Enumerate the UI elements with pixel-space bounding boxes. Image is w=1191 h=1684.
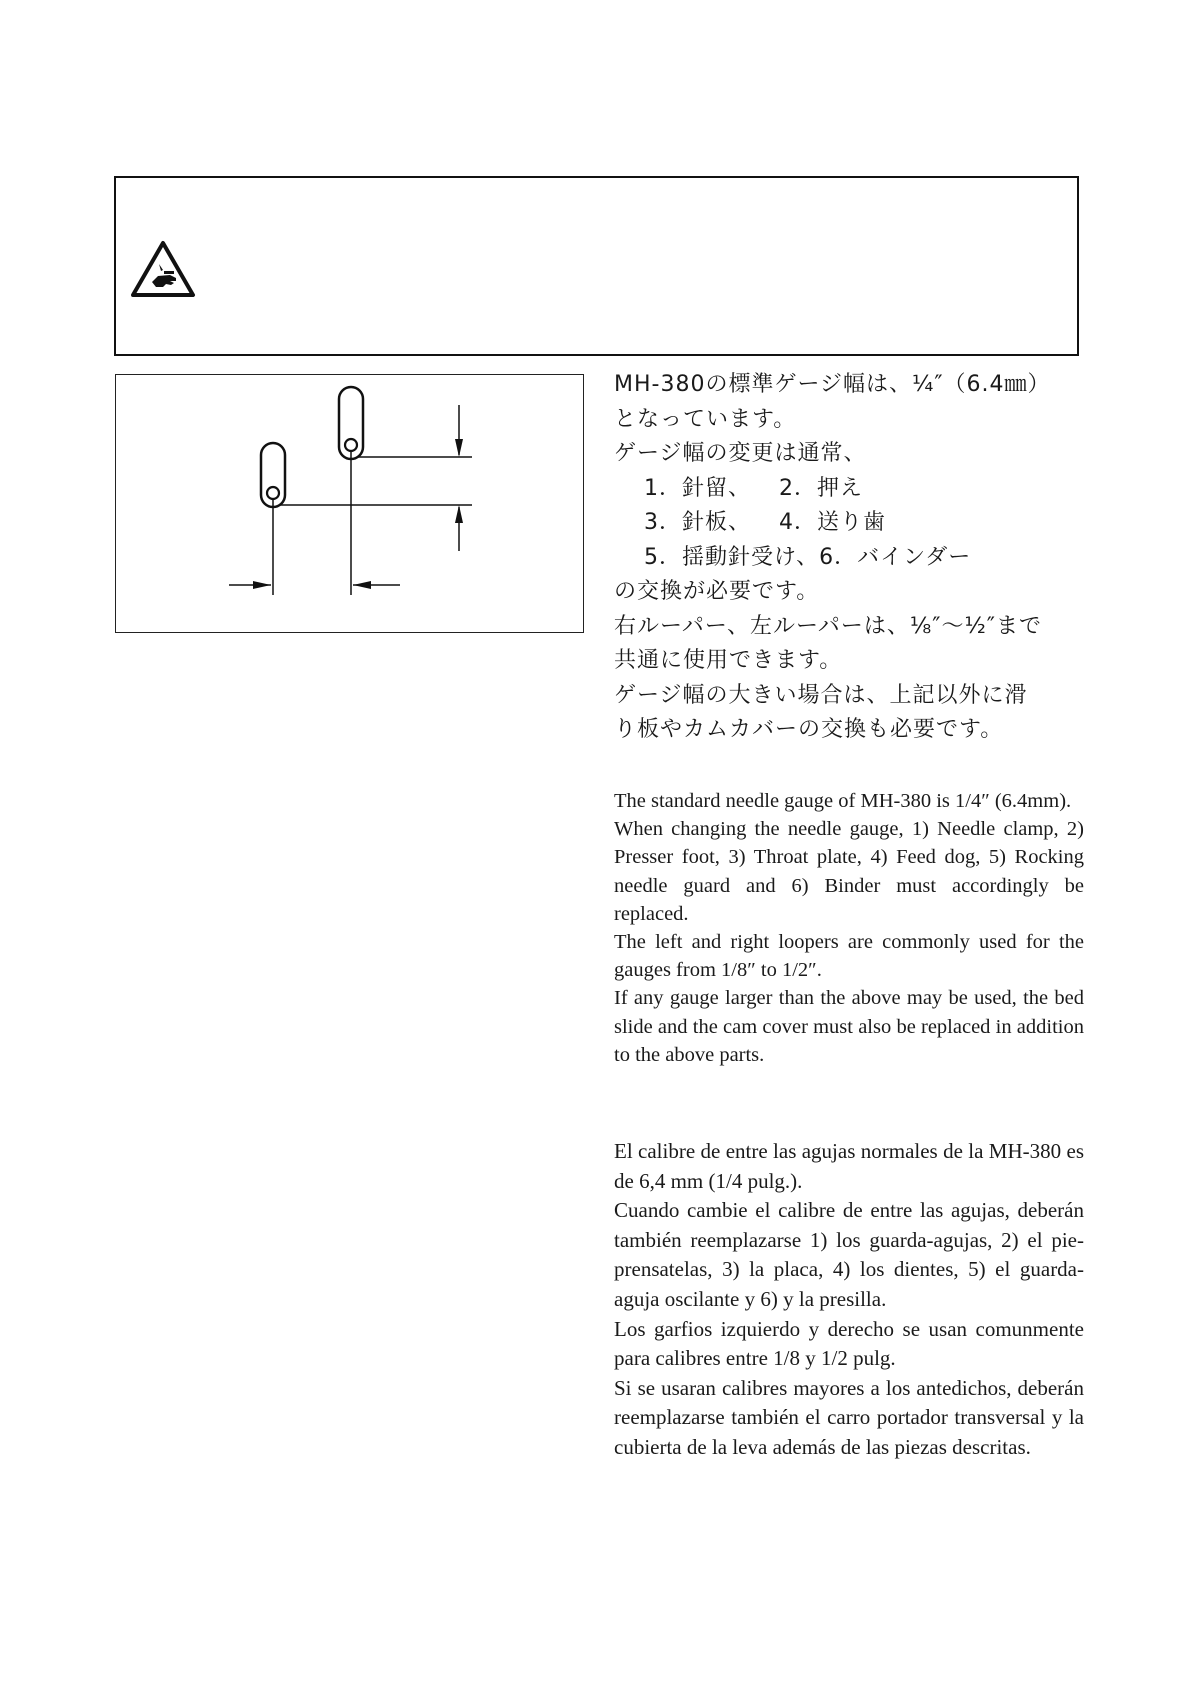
jp-line-3: ゲージ幅の変更は通常、: [614, 441, 867, 466]
needle-gauge-diagram-icon: [116, 375, 585, 634]
japanese-text: [614, 368, 1084, 748]
jp-item-5: 5．揺動針受け、: [644, 544, 820, 570]
en-paragraph-4: If any gauge larger than the above may be used, the bed slide and the cam cover must also be replaced in addition to the above parts.: [614, 987, 1084, 1066]
jp-item-6: 6．バインダー: [819, 544, 972, 570]
jp-line-2: となっています。: [614, 406, 797, 432]
english-text: [614, 787, 1084, 1069]
jp-item-1: 1．針留、: [644, 475, 751, 501]
jp-item-3: 3．針板、: [644, 510, 751, 535]
es-paragraph-1: El calibre de entre las agujas normales de la MH-380 es de 6,4 mm (1/4 pulg.).: [614, 1139, 1084, 1193]
spanish-text: [614, 1137, 1084, 1463]
jp-item-line: [614, 472, 1084, 507]
es-paragraph-2: Cuando cambie el calibre de entre las agujas, deberán también reemplazarse 1) los guarda-agujas, 2) el pie-prensatelas, 3) la placa, 4) los dientes, 5) el guarda-aguja oscilante y 6) y la presilla.: [614, 1198, 1084, 1311]
left-needle-slot: [261, 443, 285, 507]
jp-item-line: [614, 541, 1084, 576]
jp-line-8: 右ルーパー、左ルーパーは、⅛″～½″まで: [614, 613, 1043, 639]
jp-item-4: 4．送り歯: [779, 510, 886, 535]
en-paragraph-1: The standard needle gauge of MH-380 is 1/4″ (6.4mm).: [614, 790, 1072, 812]
jp-line-11: り板やカムカバーの交換も必要です。: [614, 717, 1004, 742]
right-needle-slot: [339, 387, 363, 459]
en-paragraph-2: When changing the needle gauge, 1) Needle clamp, 2) Presser foot, 3) Throat plate, 4) Feed dog, 5) Rocking needle guard and 6) Binder must accordingly be replaced.: [614, 818, 1084, 925]
warning-box: [114, 176, 1079, 356]
left-needle-hole: [267, 487, 279, 499]
jp-line-10: ゲージ幅の大きい場合は、上記以外に滑: [614, 682, 1028, 708]
jp-line-7: の交換が必要です。: [614, 579, 820, 604]
es-paragraph-3: Los garfios izquierdo y derecho se usan comunmente para calibres entre 1/8 y 1/2 pulg.: [614, 1316, 1084, 1371]
jp-item-line: [614, 506, 1084, 541]
jp-line-9: 共通に使用できます。: [614, 648, 843, 673]
hand-crush-warning-icon: [130, 240, 196, 298]
jp-item-2: 2．押え: [779, 475, 863, 501]
jp-line-1: MH-380の標準ゲージ幅は、¼″（6.4㎜）: [614, 372, 1051, 397]
needle-gauge-figure: [115, 374, 584, 633]
en-paragraph-3: The left and right loopers are commonly used for the gauges from 1/8″ to 1/2″.: [614, 931, 1084, 982]
es-paragraph-4: Si se usaran calibres mayores a los antedichos, deberán reemplazarse también el carro portador transversal y la cubierta de la leva además de las piezas descritas.: [614, 1375, 1084, 1459]
right-needle-hole: [345, 439, 357, 451]
